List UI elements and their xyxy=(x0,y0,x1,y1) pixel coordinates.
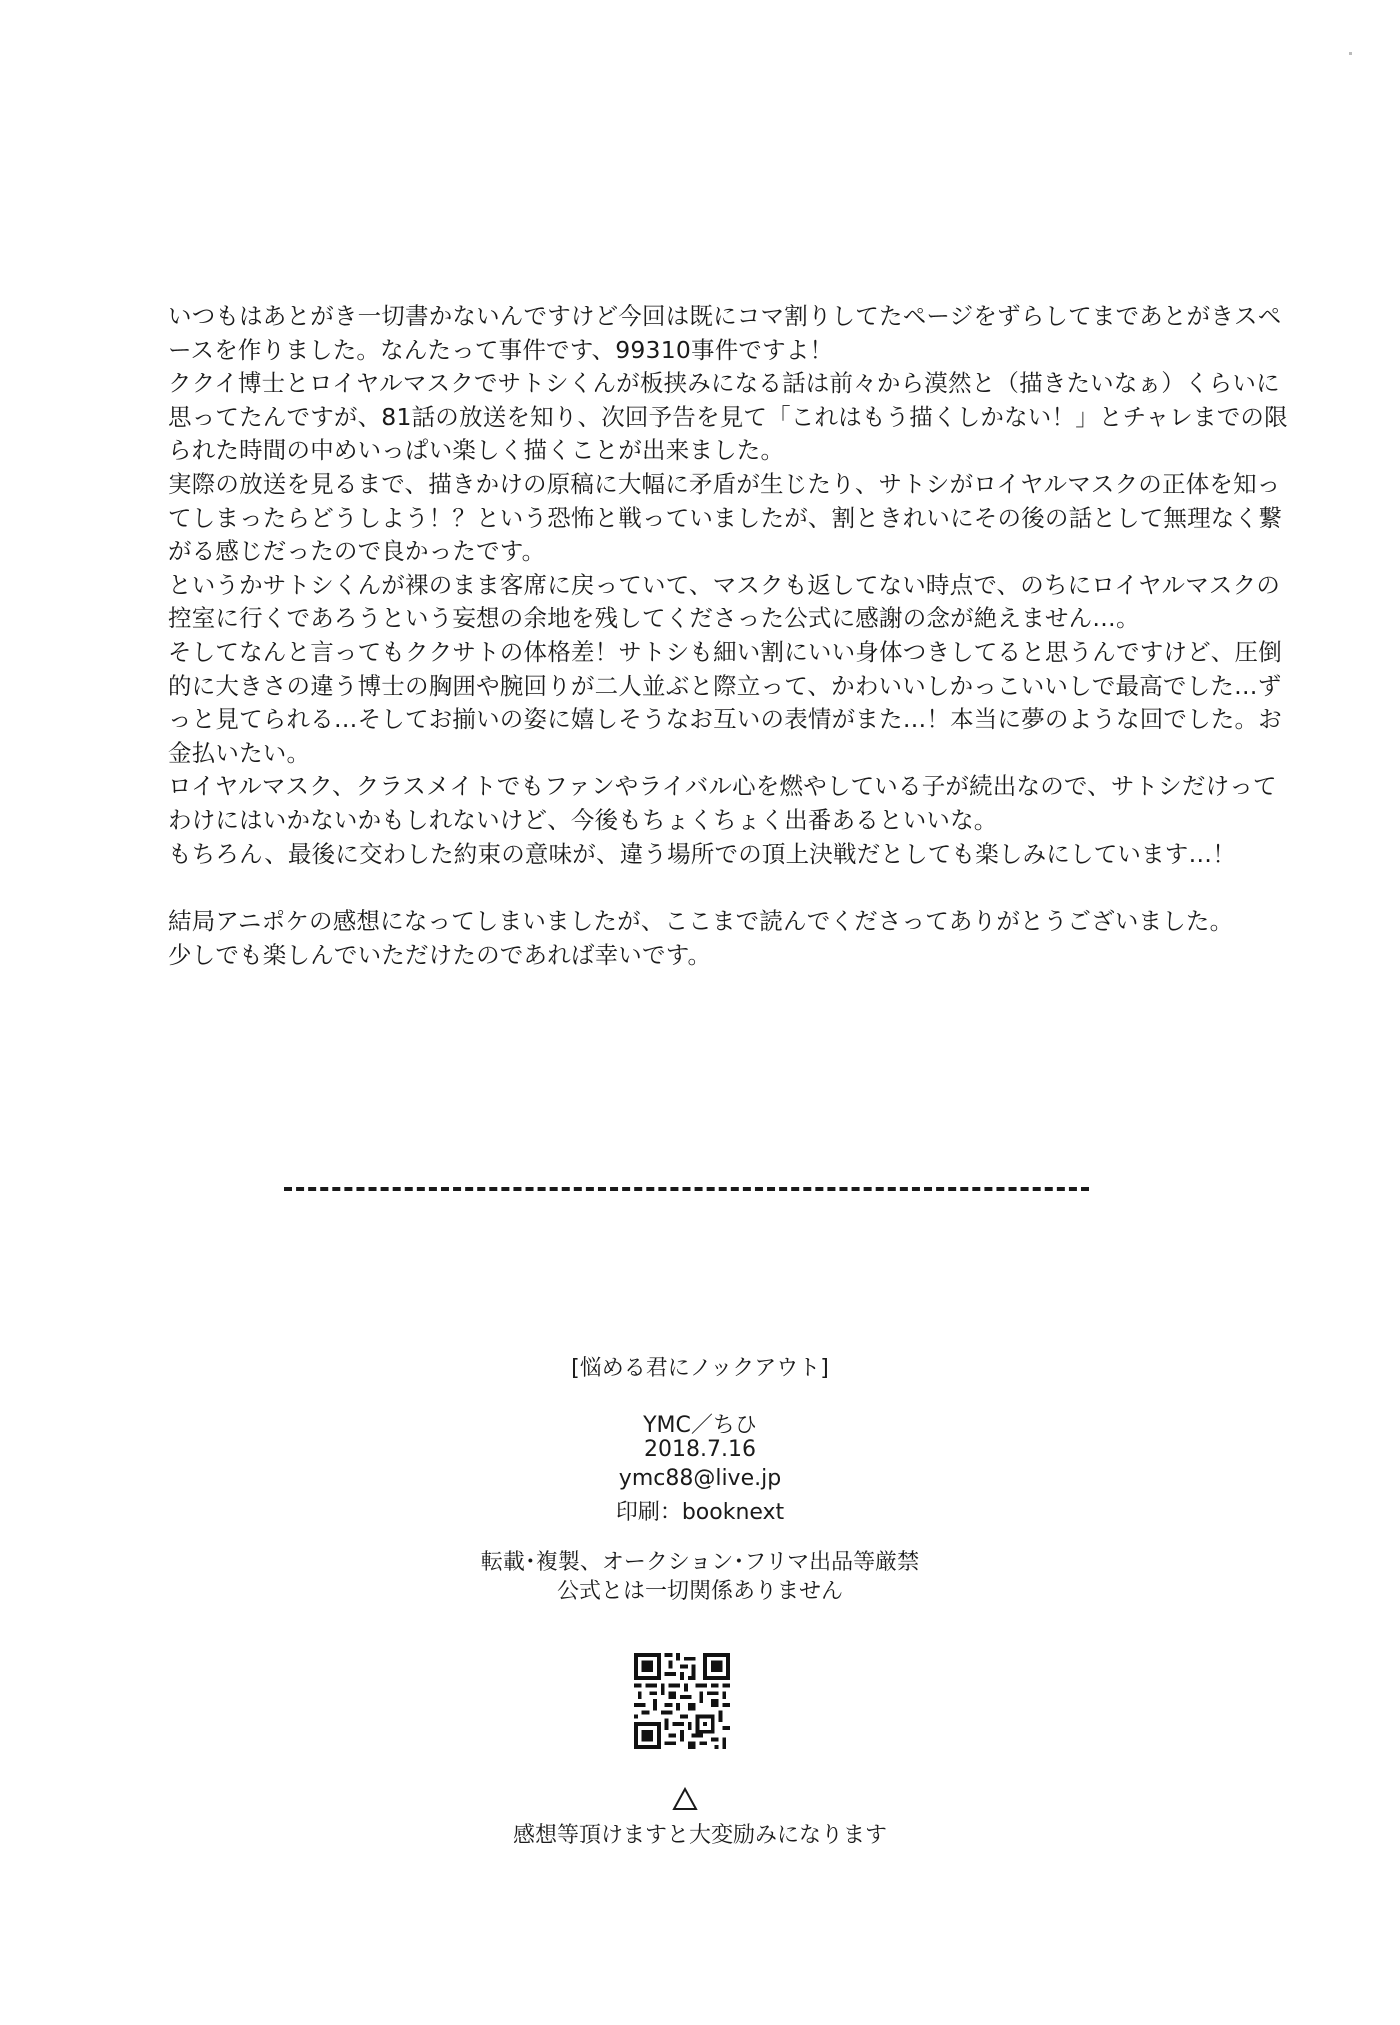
afterword-line: 的に大きさの違う博士の胸囲や腕回りが二人並ぶと際立って、かわいいしかっこいいしで最高でした…ず xyxy=(168,671,1282,700)
afterword-line: がる感じだったので良かったです。 xyxy=(168,537,546,566)
afterword-line: いつもはあとがき一切書かないんですけど今回は既にコマ割りしてたページをずらしてまであとがきスペ xyxy=(168,302,1282,330)
corner-speck xyxy=(1349,52,1352,55)
afterword-line: ロイヤルマスク、クラスメイトでもファンやライバル心を燃やしている子が続出なので、サトシだけって xyxy=(168,772,1277,801)
reprint-notice: 転載･複製、オークション･フリマ出品等厳禁 xyxy=(480,1550,920,1575)
afterword-line: ースを作りました。なんたって事件です、99310事件ですよ！ xyxy=(168,335,834,364)
dashed-divider xyxy=(284,1187,1089,1191)
qr-code-icon[interactable] xyxy=(634,1653,730,1749)
triangle-up-outline-icon xyxy=(672,1787,698,1811)
afterword-line: というかサトシくんが裸のまま客席に戻っていて、マスクも返してない時点で、のちにロイヤルマスクの xyxy=(168,570,1281,599)
afterword-line: っと見てられる…そしてお揃いの姿に嬉しそうなお互いの表情がまた…！本当に夢のような回でした。お xyxy=(168,705,1282,734)
printer-info: 印刷：booknext xyxy=(615,1500,785,1525)
contact-email: ymc88@live.jp xyxy=(618,1466,782,1491)
afterword-line: 思ってたんですが、81話の放送を知り、次回予告を見て「これはもう描くしかない！」とチャレまでの限 xyxy=(168,402,1288,431)
afterword-line: もちろん、最後に交わした約束の意味が、違う場所での頂上決戦だとしても楽しみにしています…！ xyxy=(168,839,1236,868)
book-title: [悩める君にノックアウト] xyxy=(571,1356,829,1381)
afterword-line: 控室に行くであろうという妄想の余地を残してくださった公式に感謝の念が絶えません…。 xyxy=(168,604,1140,633)
unofficial-notice: 公式とは一切関係ありません xyxy=(556,1579,843,1604)
closing-line: 結局アニポケの感想になってしまいましたが、ここまで読んでくださってありがとうございました。 xyxy=(168,907,1234,936)
publish-date: 2018.7.16 xyxy=(644,1437,756,1462)
afterword-line: られた時間の中めいっぱい楽しく描くことが出来ました。 xyxy=(168,436,785,465)
circle-author: YMC／ちひ xyxy=(643,1413,757,1438)
afterword-line: てしまったらどうしよう！？という恐怖と戦っていましたが、割ときれいにその後の話として無理なく繋 xyxy=(168,503,1282,532)
afterword-line: そしてなんと言ってもククサトの体格差！サトシも細い割にいい身体つきしてると思うんですけど、圧倒 xyxy=(168,637,1282,666)
afterword-line: 金払いたい。 xyxy=(168,738,311,767)
afterword-line: ククイ博士とロイヤルマスクでサトシくんが板挟みになる話は前々から漠然と（描きたいなぁ）くらいに xyxy=(168,369,1280,398)
paragraph-gap xyxy=(168,871,1248,905)
closing-line: 少しでも楽しんでいただけたのであれば幸いです。 xyxy=(168,940,712,969)
feedback-message: 感想等頂けますと大変励みになります xyxy=(512,1823,887,1848)
afterword-line: 実際の放送を見るまで、描きかけの原稿に大幅に矛盾が生じたり、サトシがロイヤルマスクの正体を知っ xyxy=(168,469,1281,498)
afterword-section xyxy=(168,300,1288,972)
afterword-line: わけにはいかないかもしれないけど、今後もちょくちょく出番あるといいな。 xyxy=(168,805,998,834)
